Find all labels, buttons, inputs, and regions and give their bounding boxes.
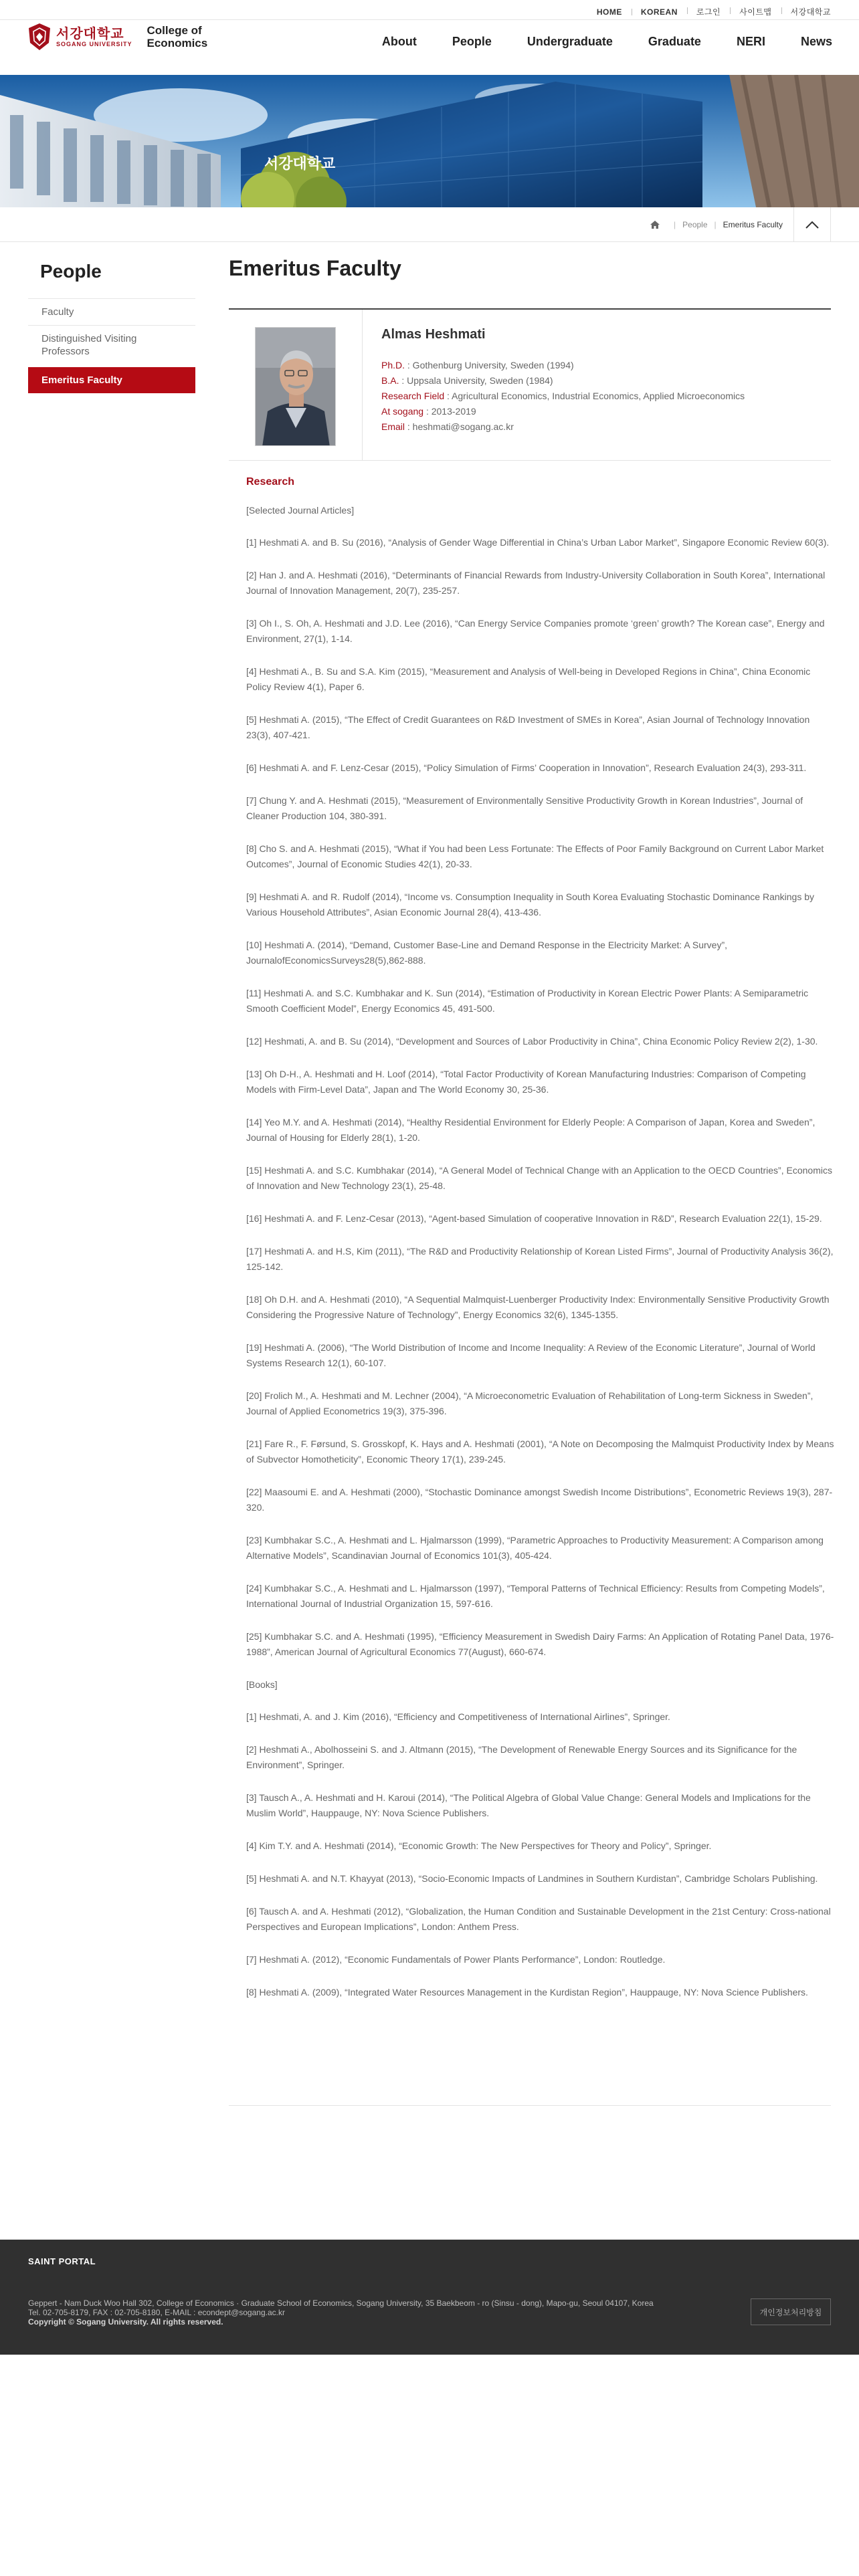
book-item: [4] Kim T.Y. and A. Heshmati (2014), “Economic Growth: The New Perspectives for Theory and Policy”, Springer. (246, 1840, 712, 1851)
journal-article-item: [6] Heshmati A. and F. Lenz-Cesar (2015), “Policy Simulation of Firms’ Cooperation in Innovation”, Research Evaluation 24(3), 293-311. (246, 762, 807, 773)
hero-banner (0, 75, 859, 207)
detail-value: : Uppsala University, Sweden (1984) (399, 375, 553, 386)
utility-links (587, 6, 840, 17)
nav-graduate[interactable]: Graduate (648, 35, 701, 48)
journal-article-item: [15] Heshmati A. and S.C. Kumbhakar (2014), “A General Model of Technical Change with an Application to the OECD Countries”, Economics of Innovation and New Technology 23(1), 25-48. (246, 1165, 832, 1191)
detail-phd (381, 358, 745, 373)
page-title: Emeritus Faculty (229, 256, 401, 280)
journal-articles-heading: [Selected Journal Articles] (246, 505, 355, 516)
utility-link-sitemap[interactable]: 사이트맵 (730, 6, 781, 17)
professor-name: Almas Heshmati (381, 327, 486, 342)
sidebar-item-faculty[interactable]: Faculty (28, 298, 195, 325)
nav-people[interactable]: People (452, 35, 492, 48)
detail-value: : Gothenburg University, Sweden (1994) (405, 360, 574, 370)
college-name (147, 24, 208, 49)
breadcrumb-current: Emeritus Faculty (723, 220, 783, 229)
breadcrumb-section[interactable]: People (682, 220, 708, 229)
site-footer (0, 2240, 859, 2355)
sidebar-item-visiting-professors[interactable]: Distinguished Visiting Professors (28, 325, 195, 364)
book-item: [5] Heshmati A. and N.T. Khayyat (2013), “Socio-Economic Impacts of Landmines in Southern Kurdistan”, Cambridge Scholars Publishing. (246, 1873, 818, 1884)
journal-article-item: [4] Heshmati A., B. Su and S.A. Kim (2015), “Measurement and Analysis of Well-being in Developed Regions in China”, China Economic Policy Review 4(1), Paper 6. (246, 666, 811, 692)
university-name-kr: 서강대학교 (56, 25, 124, 41)
book-item: [8] Heshmati A. (2009), “Integrated Water Resources Management in the Kurdistan Region”, Hauppauge, NY: Nova Science Publishers. (246, 1987, 808, 1998)
book-item: [2] Heshmati A., Abolhosseini S. and J. Altmann (2015), “The Development of Renewable Energy Sources and its Significance for the Environment”, Springer. (246, 1744, 797, 1770)
journal-article-item: [11] Heshmati A. and S.C. Kumbhakar and K. Sun (2014), “Estimation of Productivity in Korean Electric Power Plants: A Semiparametric Smooth Coefficient Model”, Energy Economics 45, 491-500. (246, 988, 809, 1014)
journal-article-item: [12] Heshmati, A. and B. Su (2014), “Development and Sources of Labor Productivity in China”, China Economic Policy Review 2(2), 1-30. (246, 1036, 818, 1047)
journal-article-item: [17] Heshmati A. and H.S, Kim (2011), “The R&D and Productivity Relationship of Korean Listed Firms”, Journal of Productivity Analysis 36(2), 125-142. (246, 1246, 834, 1272)
detail-label: B.A. (381, 375, 399, 386)
detail-value: : 2013-2019 (423, 406, 476, 417)
book-item: [6] Tausch A. and A. Heshmati (2012), “Globalization, the Human Condition and Sustainable Development in the 21st Century: Cross-national Perspectives and European Implications”, London: Anthem Press. (246, 1906, 831, 1932)
privacy-policy-button[interactable]: 개인정보처리방침 (751, 2298, 831, 2325)
profile-card (229, 308, 831, 461)
saint-portal-link[interactable]: SAINT PORTAL (28, 2256, 96, 2266)
detail-value[interactable]: : heshmati@sogang.ac.kr (405, 421, 514, 432)
journal-article-item: [16] Heshmati A. and F. Lenz-Cesar (2013), “Agent-based Simulation of cooperative Innovation in R&D”, Research Evaluation 22(1), 15-29. (246, 1213, 822, 1224)
footer-address: Geppert - Nam Duck Woo Hall 302, College of Economics · Graduate School of Economics, Sogang University, 35 Baekbeom - ro (Sinsu - dong), Mapo-gu, Seoul 04107, Korea (28, 2298, 654, 2308)
utility-bar (0, 0, 859, 20)
detail-at-sogang (381, 404, 745, 419)
utility-link-login[interactable]: 로그인 (687, 6, 730, 17)
journal-article-item: [19] Heshmati A. (2006), “The World Distribution of Income and Income Inequality: A Review of the Economic Literature”, Journal of World Systems Research 12(1), 60-107. (246, 1342, 816, 1368)
college-name-line1: College of (147, 24, 202, 37)
university-seal-icon (28, 23, 51, 51)
breadcrumb-separator: | (714, 220, 717, 229)
journal-article-item: [13] Oh D-H., A. Heshmati and H. Loof (2014), “Total Factor Productivity of Korean Manufacturing Industries: Comparison of Competing Models with Firm-Level Data”, Japan and The World Economy 30, 25-36. (246, 1069, 806, 1095)
books-heading: [Books] (246, 1679, 278, 1690)
journal-article-item: [22] Maasoumi E. and A. Heshmati (2000), “Stochastic Dominance amongst Swedish Income Distributions”, Econometric Reviews 19(3), 287-320. (246, 1487, 833, 1513)
journal-article-item: [10] Heshmati A. (2014), “Demand, Customer Base-Line and Demand Response in the Electricity Market: A Survey”, JournalofEconomicsSurveys28(5),862-888. (246, 940, 727, 966)
book-list (246, 1709, 835, 2000)
utility-link-sogang[interactable]: 서강대학교 (781, 6, 840, 17)
footer-info (28, 2298, 654, 2327)
journal-article-item: [5] Heshmati A. (2015), “The Effect of Credit Guarantees on R&D Investment of SMEs in Korea”, Asian Journal of Technology Innovation 23(3), 407-421. (246, 714, 810, 740)
professor-details (381, 358, 745, 435)
sidebar-title: People (40, 261, 102, 282)
campus-building-image (0, 75, 859, 207)
scroll-up-button[interactable] (793, 207, 831, 242)
sidebar-menu (28, 298, 195, 393)
research-heading: Research (246, 476, 295, 488)
journal-article-item: [1] Heshmati A. and B. Su (2016), “Analysis of Gender Wage Differential in China’s Urban Labor Market”, Singapore Economic Review 60(3). (246, 537, 830, 548)
journal-article-item: [3] Oh I., S. Oh, A. Heshmati and J.D. Lee (2016), “Can Energy Service Companies promote ‘green’ growth? The Korean case”, Energy and Environment, 27(1), 1-14. (246, 618, 825, 644)
detail-ba (381, 373, 745, 389)
profile-photo (255, 327, 336, 446)
book-item: [7] Heshmati A. (2012), “Economic Fundamentals of Power Plants Performance”, London: Routledge. (246, 1954, 666, 1965)
footer-contact: Tel. 02-705-8179, FAX : 02-705-8180, E-MAIL : econdept@sogang.ac.kr (28, 2308, 285, 2317)
book-item: [1] Heshmati, A. and J. Kim (2016), “Efficiency and Competitiveness of International Airlines”, Springer. (246, 1711, 670, 1722)
detail-label: Ph.D. (381, 360, 405, 370)
chevron-up-icon (805, 221, 819, 229)
detail-email (381, 419, 745, 435)
detail-research-field (381, 389, 745, 404)
site-logo[interactable] (28, 23, 207, 51)
utility-link-home[interactable]: HOME (596, 7, 622, 17)
breadcrumb (650, 207, 783, 242)
sidebar-item-emeritus-faculty[interactable]: Emeritus Faculty (28, 367, 195, 393)
detail-value: : Agricultural Economics, Industrial Economics, Applied Microeconomics (444, 391, 745, 401)
college-name-line2: Economics (147, 37, 208, 49)
content-divider (229, 2105, 831, 2106)
journal-article-item: [24] Kumbhakar S.C., A. Heshmati and L. Hjalmarsson (1997), “Temporal Patterns of Technical Efficiency: Results from Competing Models”, International Journal of Industrial Organization 15, 597-616. (246, 1583, 825, 1609)
university-name-en: SOGANG UNIVERSITY (56, 41, 132, 47)
book-item: [3] Tausch A., A. Heshmati and H. Karoui (2014), “The Political Algebra of Global Value Change: General Models and Implications for the Muslim World”, Hauppauge, NY: Nova Science Publishers. (246, 1792, 811, 1818)
journal-article-item: [23] Kumbhakar S.C., A. Heshmati and L. Hjalmarsson (1999), “Parametric Approaches to Productivity Measurement: A Comparison among Alternative Models”, Scandinavian Journal of Economics 101(3), 405-424. (246, 1535, 824, 1561)
breadcrumb-separator: | (674, 220, 676, 229)
breadcrumb-bar (0, 207, 859, 242)
journal-article-item: [2] Han J. and A. Heshmati (2016), “Determinants of Financial Rewards from Industry-University Collaboration in South Korea”, International Journal of Innovation Management, 20(7), 235-257. (246, 570, 826, 596)
journal-article-item: [7] Chung Y. and A. Heshmati (2015), “Measurement of Environmentally Sensitive Productivity Growth in Korean Industries”, Journal of Cleaner Production 104, 380-391. (246, 795, 803, 821)
journal-article-item: [18] Oh D.H. and A. Heshmati (2010), “A Sequential Malmquist-Luenberger Productivity Index: Environmentally Sensitive Productivity Growth Considering the Progressive Nature of Technology”, Energy Economics 32(6), 1345-1355. (246, 1294, 830, 1320)
nav-undergraduate[interactable]: Undergraduate (527, 35, 613, 48)
detail-label: At sogang (381, 406, 424, 417)
utility-link-korean[interactable]: KOREAN (632, 7, 687, 17)
detail-label: Email (381, 421, 405, 432)
main-nav (347, 35, 832, 49)
journal-article-item: [25] Kumbhakar S.C. and A. Heshmati (1995), “Efficiency Measurement in Swedish Dairy Farms: An Application of Rotating Panel Data, 1976-1988”, American Journal of Agricultural Economics 77(August), 660-674. (246, 1631, 834, 1657)
nav-news[interactable]: News (800, 35, 832, 48)
building-sign: 서강대학교 (264, 156, 336, 173)
university-wordmark (56, 26, 132, 47)
research-section (246, 476, 835, 2018)
detail-label: Research Field (381, 391, 445, 401)
portrait-image (256, 328, 336, 446)
footer-copyright: Copyright © Sogang University. All rights reserved. (28, 2317, 223, 2327)
journal-article-item: [14] Yeo M.Y. and A. Heshmati (2014), “Healthy Residential Environment for Elderly People: A Comparison of Japan, Korea and Sweden”, Journal of Housing for Elderly 28(1), 1-20. (246, 1117, 816, 1143)
nav-neri[interactable]: NERI (736, 35, 765, 48)
site-header (0, 20, 859, 75)
journal-article-item: [8] Cho S. and A. Heshmati (2015), “What if You had been Less Fortunate: The Effects of Poor Family Background on Current Labor Market Outcomes”, Journal of Economic Studies 42(1), 20-33. (246, 843, 824, 869)
home-icon[interactable] (650, 219, 660, 230)
nav-about[interactable]: About (381, 35, 417, 48)
journal-article-item: [20] Frolich M., A. Heshmati and M. Lechner (2004), “A Microeconometric Evaluation of Rehabilitation of Long-term Sickness in Sweden”, Journal of Applied Econometrics 19(3), 375-396. (246, 1390, 814, 1416)
journal-article-item: [9] Heshmati A. and R. Rudolf (2014), “Income vs. Consumption Inequality in South Korea Evaluating Stochastic Dominance Rankings by Various Household Attributes”, Asian Economic Journal 28(4), 413-436. (246, 891, 815, 918)
journal-article-item: [21] Fare R., F. Førsund, S. Grosskopf, K. Hays and A. Heshmati (2001), “A Note on Decomposing the Malmquist Productivity Index by Means of Subvector Homotheticity”, Economic Theory 17(1), 239-245. (246, 1438, 834, 1465)
profile-photo-cell (229, 310, 363, 461)
journal-list (246, 535, 835, 1660)
